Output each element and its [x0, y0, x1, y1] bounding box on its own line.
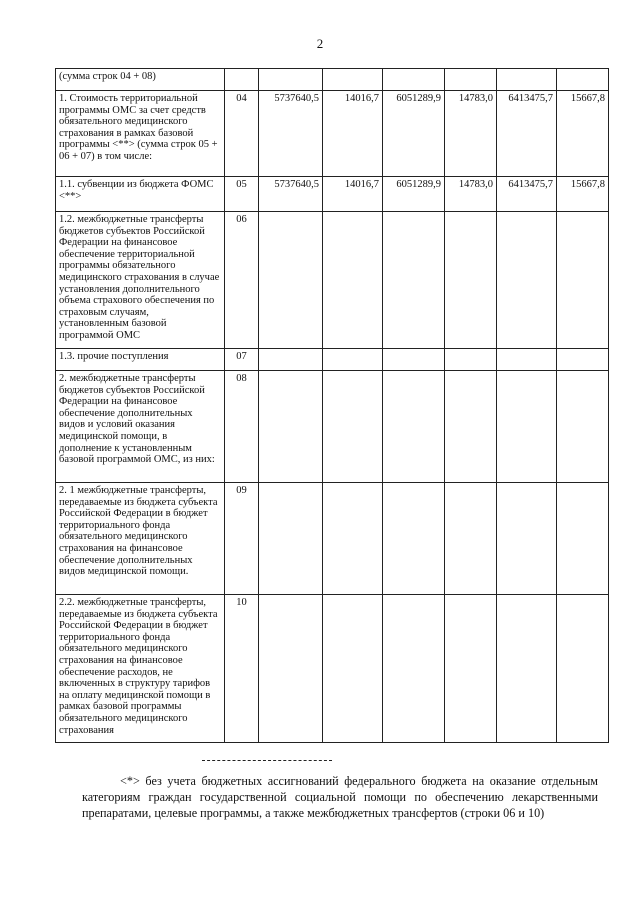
value-cell — [497, 371, 557, 483]
value-cell — [323, 371, 383, 483]
row-label: 1.2. межбюджетные трансферты бюджетов субъектов Российской Федерации на финансовое обеспечение территориальной программы обязательного медицинского страхования в случае установления дополнительного объема страхового обеспечения по страховым случаям, установленным базовой программой ОМС — [56, 212, 225, 349]
row-label: 1.3. прочие поступления — [56, 349, 225, 371]
value-cell — [445, 349, 497, 371]
table-row — [56, 371, 609, 483]
table-row — [56, 483, 609, 595]
table-row — [56, 69, 609, 91]
value-cell — [497, 595, 557, 743]
row-label: (сумма строк 04 + 08) — [56, 69, 225, 91]
value-cell — [557, 371, 609, 483]
value-cell — [497, 69, 557, 91]
value-cell — [557, 483, 609, 595]
table-row — [56, 595, 609, 743]
value-cell — [383, 349, 445, 371]
value-cell: 5737640,5 — [259, 177, 323, 212]
value-cell — [497, 212, 557, 349]
value-cell — [259, 595, 323, 743]
value-cell — [445, 595, 497, 743]
row-code: 10 — [225, 595, 259, 743]
row-label: 2.2. межбюджетные трансферты, передаваемые из бюджета субъекта Российской Федерации в бюджет территориального фонда обязательного медицинского страхования на финансовое обеспечение расходов, не включенных в структуру тарифов на оплату медицинской помощи в рамках базовой программы обязательного медицинского страхования — [56, 595, 225, 743]
value-cell: 15667,8 — [557, 91, 609, 177]
row-label: 1.1. субвенции из бюджета ФОМС <**> — [56, 177, 225, 212]
table-row — [56, 212, 609, 349]
value-cell: 14016,7 — [323, 177, 383, 212]
value-cell — [445, 483, 497, 595]
value-cell — [383, 595, 445, 743]
value-cell — [557, 69, 609, 91]
value-cell — [445, 69, 497, 91]
row-code: 04 — [225, 91, 259, 177]
value-cell: 6413475,7 — [497, 91, 557, 177]
value-cell — [497, 483, 557, 595]
value-cell — [323, 595, 383, 743]
row-label: 2. 1 межбюджетные трансферты, передаваемые из бюджета субъекта Российской Федерации в бюджет территориального фонда обязательного медицинского страхования на финансовое обеспечение дополнительных видов медицинской помощи. — [56, 483, 225, 595]
footnote-divider — [202, 760, 332, 761]
value-cell — [557, 349, 609, 371]
row-code — [225, 69, 259, 91]
row-label: 1. Стоимость территориальной программы ОМС за счет средств обязательного медицинского страхования в рамках базовой программы <**> (сумма строк 05 + 06 + 07) в том числе: — [56, 91, 225, 177]
value-cell — [323, 349, 383, 371]
value-cell — [383, 483, 445, 595]
page-number: 2 — [316, 36, 324, 51]
value-cell — [557, 595, 609, 743]
value-cell — [259, 212, 323, 349]
value-cell — [259, 483, 323, 595]
value-cell: 14016,7 — [323, 91, 383, 177]
footnote-text: <*> без учета бюджетных ассигнований федерального бюджета на оказание отдельным категориям граждан государственной социальной помощи по обеспечению лекарственными препаратами, целевые программы, а также межбюджетных трансфертов (строки 06 и 10) — [82, 774, 598, 821]
value-cell — [323, 69, 383, 91]
value-cell: 6051289,9 — [383, 177, 445, 212]
value-cell — [383, 69, 445, 91]
row-code: 06 — [225, 212, 259, 349]
row-label: 2. межбюджетные трансферты бюджетов субъектов Российской Федерации на финансовое обеспечение дополнительных видов и условий оказания медицинской помощи, в дополнение к установленным базовой программой ОМС, из них: — [56, 371, 225, 483]
value-cell: 14783,0 — [445, 91, 497, 177]
value-cell — [259, 69, 323, 91]
value-cell: 14783,0 — [445, 177, 497, 212]
value-cell — [259, 349, 323, 371]
financing-table — [55, 68, 609, 743]
value-cell: 6051289,9 — [383, 91, 445, 177]
value-cell — [497, 349, 557, 371]
row-code: 08 — [225, 371, 259, 483]
row-code: 09 — [225, 483, 259, 595]
table-row — [56, 91, 609, 177]
value-cell: 5737640,5 — [259, 91, 323, 177]
value-cell — [323, 212, 383, 349]
value-cell — [383, 371, 445, 483]
table-row — [56, 177, 609, 212]
value-cell: 15667,8 — [557, 177, 609, 212]
value-cell: 6413475,7 — [497, 177, 557, 212]
table-row — [56, 349, 609, 371]
value-cell — [383, 212, 445, 349]
value-cell — [445, 371, 497, 483]
value-cell — [323, 483, 383, 595]
row-code: 05 — [225, 177, 259, 212]
value-cell — [557, 212, 609, 349]
value-cell — [445, 212, 497, 349]
row-code: 07 — [225, 349, 259, 371]
value-cell — [259, 371, 323, 483]
